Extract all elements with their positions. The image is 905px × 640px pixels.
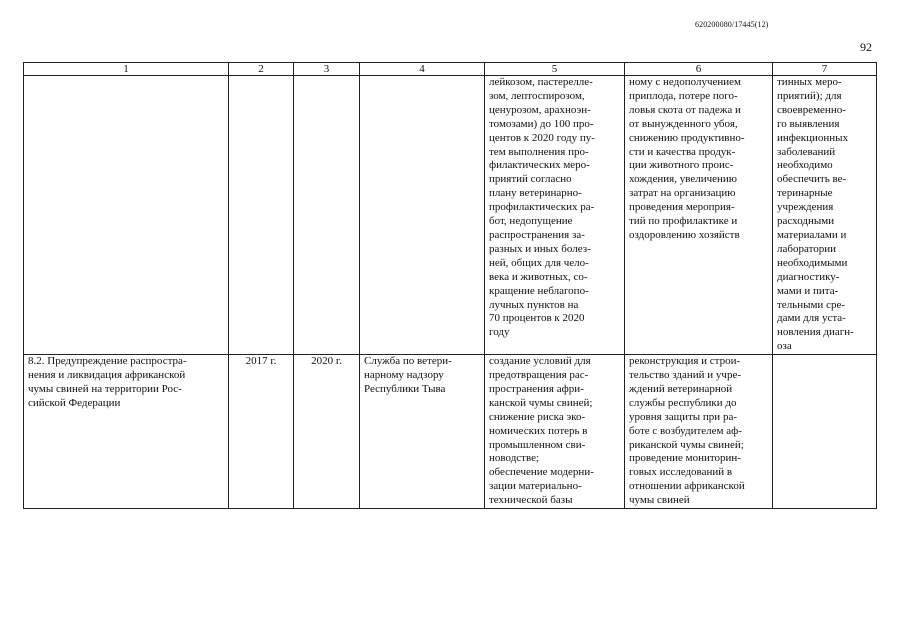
consequences-cell: реконструкция и строи- тельство зданий и учре- ждений ветеринарной службы республики до уровня защиты при ра- боте с возбудителем аф- риканской чумы свиней; проведение мониторин- говых исследований в отношении африканской чумы свиней xyxy=(625,355,773,509)
page-number: 92 xyxy=(860,40,872,54)
expected-result-cell: лейкозом, пастерелле- зом, лептоспирозом, ценурозом, арахноэн- томозами) до 100 про- центов к 2020 году пу- тем выполнения про- филактических меро- приятий согласно плану ветеринарно- профилактических ра- бот, недопущение распространения за- разных и иных болез- ней, общих для чело- века и животных, со- кращение неблагопо- лучных пунктов на 70 процентов к 2020 году xyxy=(485,76,625,355)
measures-table xyxy=(23,62,877,509)
column-number-6: 6 xyxy=(625,63,773,76)
column-number-3: 3 xyxy=(294,63,360,76)
consequences-cell: ному с недополучением приплода, потере пого- ловья скота от падежа и от вынужденного убоя, снижению продуктивно- сти и качества продук- ции животного проис- хождения, увеличению затрат на организацию проведения мероприя- тий по профилактике и оздоровлению хозяйств xyxy=(625,76,773,355)
table-row xyxy=(24,76,877,355)
notes-cell: тинных меро- приятий); для своевременно- го выявления инфекционных заболеваний необходимо обеспечить ве- теринарные учреждения расходными материалами и лаборатории необходимыми диагностику- мами и пита- тельными сре- дами для уста- новления диагн- оза xyxy=(773,76,877,355)
column-number-1: 1 xyxy=(24,63,229,76)
start-year-cell: 2017 г. xyxy=(229,355,294,509)
start-year-cell xyxy=(229,76,294,355)
executor-cell xyxy=(360,76,485,355)
column-number-7: 7 xyxy=(773,63,877,76)
end-year-cell: 2020 г. xyxy=(294,355,360,509)
column-number-4: 4 xyxy=(360,63,485,76)
expected-result-cell: создание условий для предотвращения рас- пространения афри- канской чумы свиней; снижение риска эко- номических потерь в промышленном сви- новодстве; обеспечение модерни- зации материально- технической базы xyxy=(485,355,625,509)
column-number-5: 5 xyxy=(485,63,625,76)
notes-cell xyxy=(773,355,877,509)
executor-cell: Служба по ветери- нарному надзору Республики Тыва xyxy=(360,355,485,509)
table-row xyxy=(24,355,877,509)
measure-name-cell: 8.2. Предупреждение распростра- нения и ликвидация африканской чумы свиней на территории Рос- сийской Федерации xyxy=(24,355,229,509)
column-number-2: 2 xyxy=(229,63,294,76)
measure-name-cell xyxy=(24,76,229,355)
column-number-row xyxy=(24,63,877,76)
end-year-cell xyxy=(294,76,360,355)
document-id: 620200080/17445(12) xyxy=(695,20,769,29)
